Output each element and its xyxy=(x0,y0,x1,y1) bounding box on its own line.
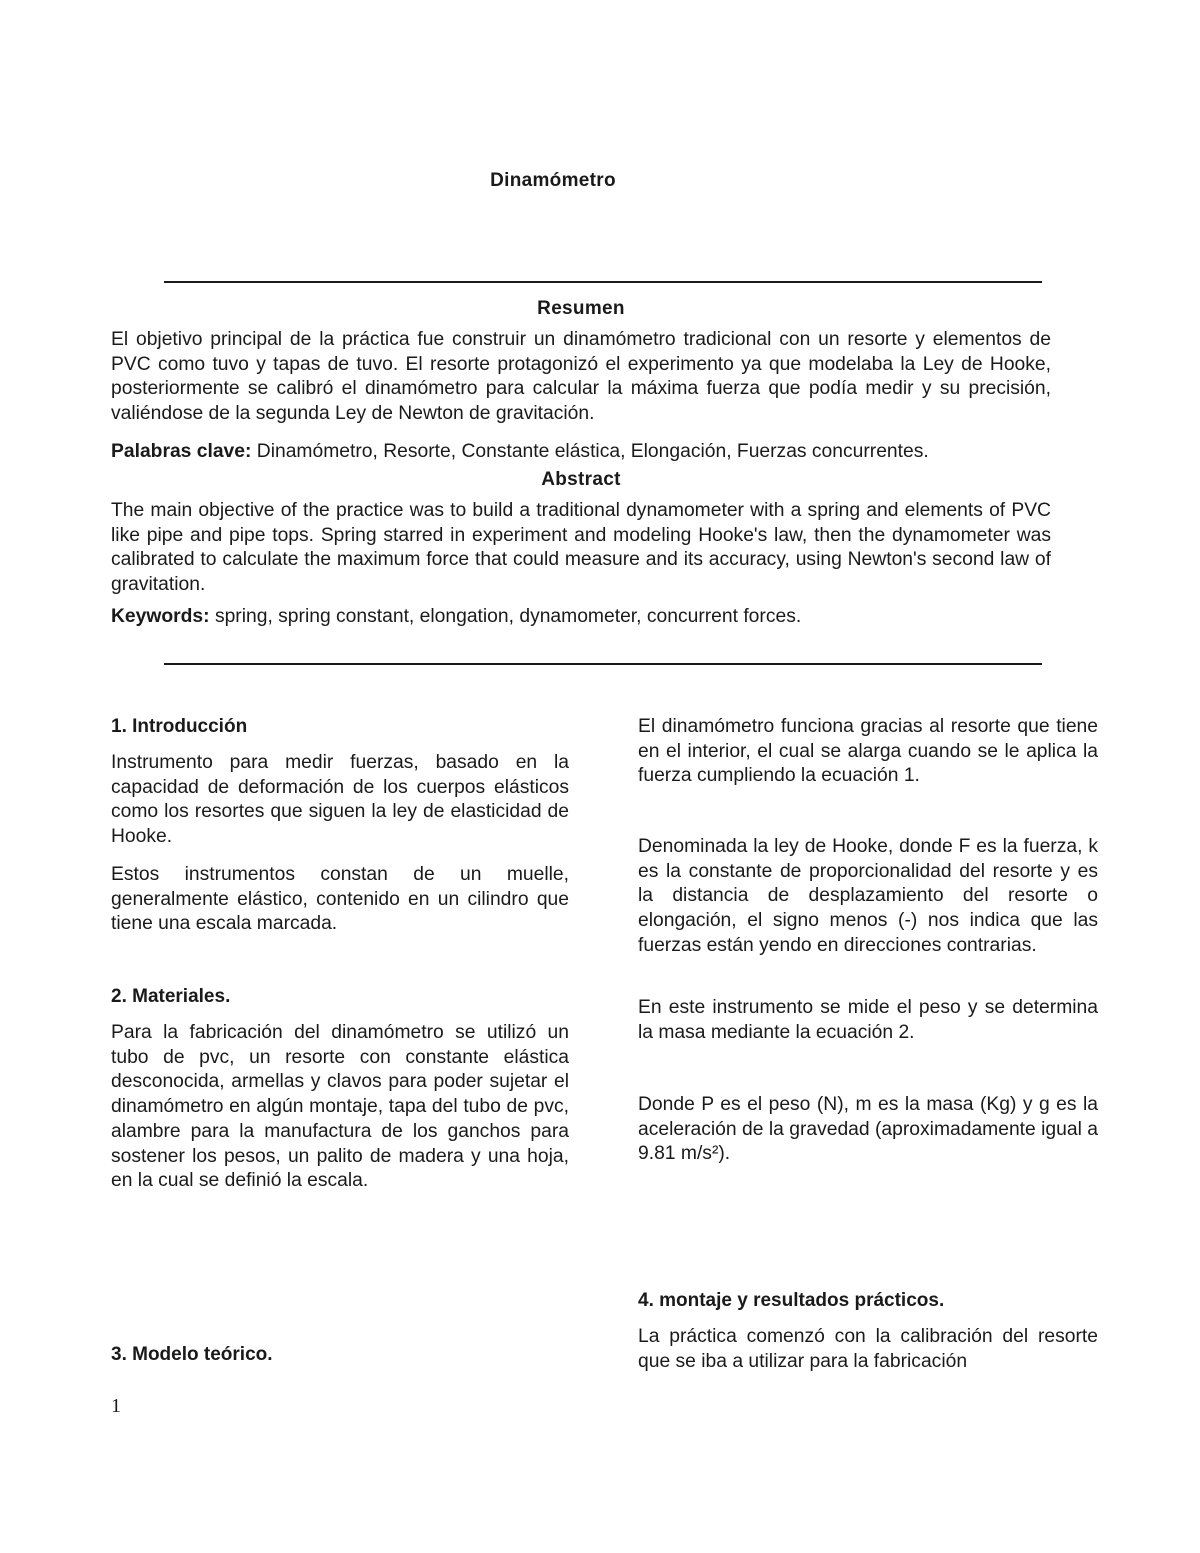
top-divider xyxy=(164,281,1042,283)
page-number: 1 xyxy=(111,1395,121,1417)
abstract-keywords-list: spring, spring constant, elongation, dynamometer, concurrent forces. xyxy=(214,606,802,627)
intro-paragraph-1: Instrumento para medir fuerzas, basado en la capacidad de deformación de los cuerpos elásticos como los resortes que siguen la ley de elasticidad de Hooke. xyxy=(111,752,569,848)
materials-heading: 2. Materiales. xyxy=(111,986,231,1007)
resumen-keywords-label: Palabras clave: xyxy=(111,441,252,462)
results-heading: 4. montaje y resultados prácticos. xyxy=(638,1290,945,1311)
materials-paragraph: Para la fabricación del dinamómetro se utilizó un tubo de pvc, un resorte con constante elástica desconocida, armellas y clavos para poder sujetar el dinamómetro en algún montaje, tapa del tubo de pvc, alambre para la manufactura de los ganchos para sostener los pesos, un palito de madera y una hoja, en la cual se definió la escala. xyxy=(111,1022,569,1192)
abstract-heading: Abstract xyxy=(541,469,621,490)
right-paragraph-1: El dinamómetro funciona gracias al resorte que tiene en el interior, el cual se alarga cuando se le aplica la fuerza cumpliendo la ecuación 1. xyxy=(638,716,1098,787)
right-paragraph-2: Denominada la ley de Hooke, donde F es la fuerza, k es la constante de proporcionalidad del resorte y es la distancia de desplazamiento del resorte o elongación, el signo menos (-) nos indica que las fuerzas están yendo en direcciones contrarias. xyxy=(638,836,1098,956)
results-paragraph: La práctica comenzó con la calibración del resorte que se iba a utilizar para la fabricación xyxy=(638,1326,1098,1372)
abstract-keywords xyxy=(111,605,1071,630)
resumen-keywords xyxy=(111,440,1071,465)
resumen-heading: Resumen xyxy=(537,298,625,319)
paper-title: Dinamómetro xyxy=(490,170,616,191)
right-paragraph-3: En este instrumento se mide el peso y se determina la masa mediante la ecuación 2. xyxy=(638,997,1098,1043)
bottom-divider xyxy=(164,663,1042,665)
resumen-keywords-list: Dinamómetro, Resorte, Constante elástica, Elongación, Fuerzas concurrentes. xyxy=(256,441,929,462)
intro-paragraph-2: Estos instrumentos constan de un muelle, generalmente elástico, contenido en un cilindro que tiene una escala marcada. xyxy=(111,864,569,935)
abstract-keywords-label: Keywords: xyxy=(111,606,210,627)
right-paragraph-4: Donde P es el peso (N), m es la masa (Kg) y g es la aceleración de la gravedad (aproximadamente igual a 9.81 m/s²). xyxy=(638,1094,1098,1165)
model-heading: 3. Modelo teórico. xyxy=(111,1344,273,1365)
abstract-text: The main objective of the practice was to build a traditional dynamometer with a spring and elements of PVC like pipe and pipe tops. Spring starred in experiment and modeling Hooke's law, then the dynamometer was calibrated to calculate the maximum force that could measure and its accuracy, using Newton's second law of gravitation. xyxy=(111,500,1051,595)
intro-heading: 1. Introducción xyxy=(111,716,248,737)
resumen-text: El objetivo principal de la práctica fue construir un dinamómetro tradicional con un resorte y elementos de PVC como tuvo y tapas de tuvo. El resorte protagonizó el experimento ya que modelaba la Ley de Hooke, posteriormente se calibró el dinamómetro para calcular la máxima fuerza que podía medir y su precisión, valiéndose de la segunda Ley de Newton de gravitación. xyxy=(111,329,1051,424)
